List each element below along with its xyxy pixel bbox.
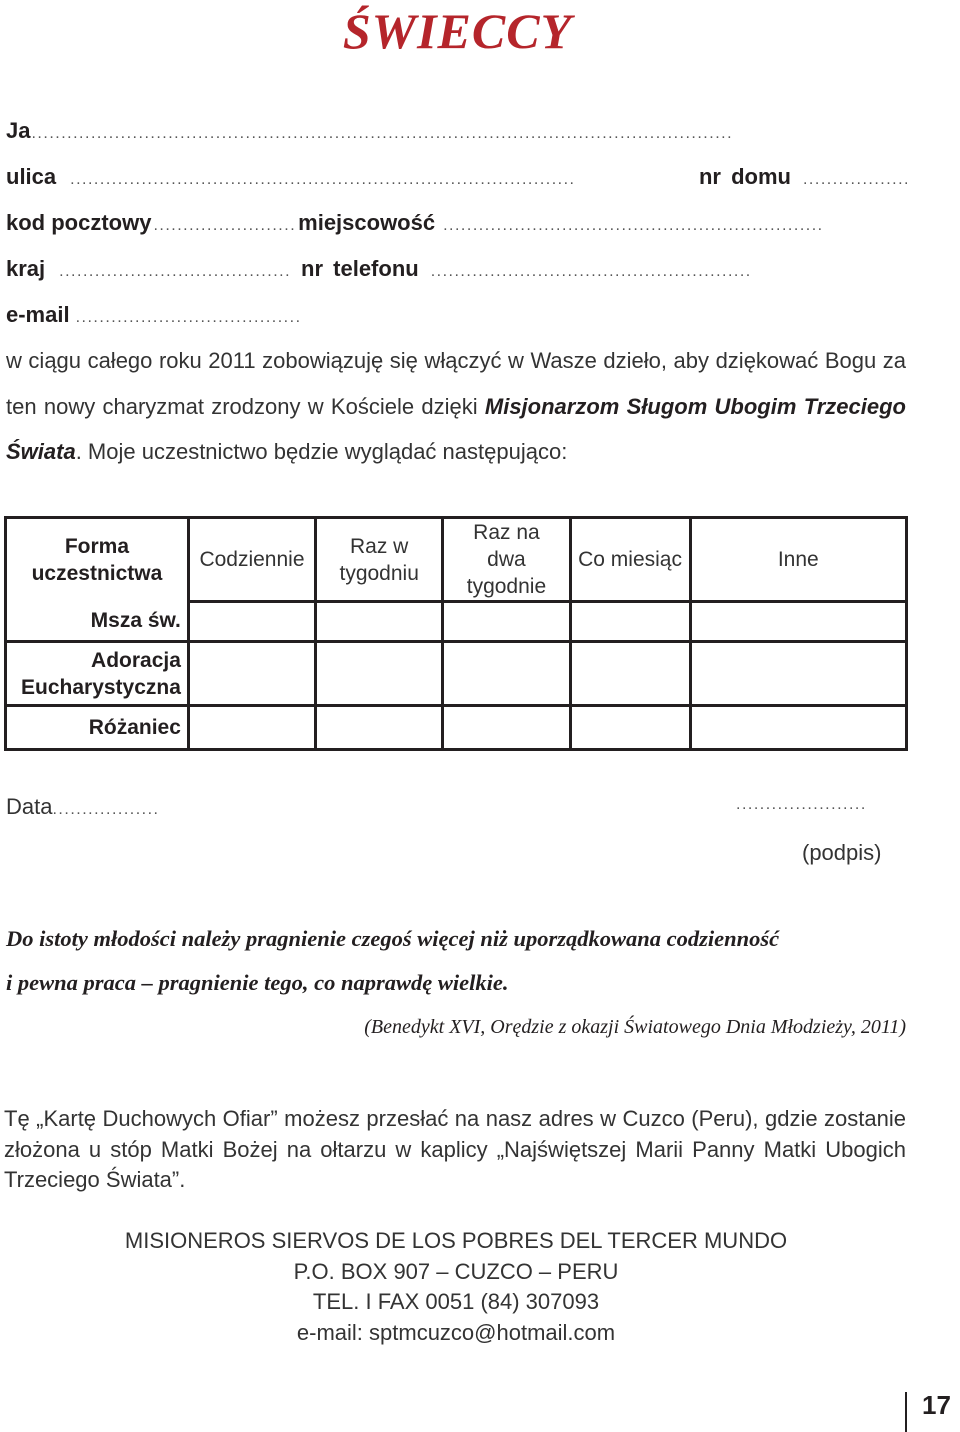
email-dots: ...................................... — [75, 309, 302, 326]
name-label: Ja — [6, 118, 31, 143]
quote-source: (Benedykt XVI, Orędzie z okazji Światowego Dnia Młodzieży, 2011) — [364, 1016, 906, 1038]
table-row — [6, 602, 907, 642]
cell-mass-weekly[interactable] — [316, 602, 443, 642]
street-label: ulica — [6, 164, 57, 189]
header-monthly: Co miesiąc — [570, 518, 690, 602]
cell-adoration-weekly[interactable] — [316, 642, 443, 706]
house-number-dots: .................. — [802, 171, 910, 188]
cell-adoration-monthly[interactable] — [570, 642, 690, 706]
date-field[interactable] — [6, 794, 160, 820]
cell-rosary-weekly[interactable] — [316, 706, 443, 750]
date-label: Data — [6, 794, 53, 819]
country-line[interactable] — [6, 256, 914, 286]
commitment-text-1: w ciągu całego roku 2011 zobowiązuję się włączyć w Wasze dzieło, aby dziękować Bogu za ten nowy charyzmat zrodzony w Kościele dzięki — [6, 348, 906, 419]
country-label: kraj — [6, 256, 46, 281]
street-dots: ..................................................................................... — [70, 171, 576, 188]
address-line-1: MISIONEROS SIERVOS DE LOS POBRES DEL TERCER MUNDO — [124, 1228, 788, 1253]
quote-line-2: i pewna praca – pragnienie tego, co naprawdę wielkie. — [6, 970, 509, 995]
header-biweekly: Raz na dwa tygodnie — [443, 518, 570, 602]
cell-rosary-biweekly[interactable] — [443, 706, 570, 750]
table-row — [6, 706, 907, 750]
header-daily: Codziennie — [188, 518, 315, 602]
cell-adoration-daily[interactable] — [188, 642, 315, 706]
row-label-adoration: Adoracja Eucharystyczna — [6, 642, 189, 706]
commitment-text-2: . Moje uczestnictwo będzie wyglądać następująco: — [75, 439, 568, 464]
phone-label: nr telefonu — [301, 256, 419, 281]
name-dots: ...................................................................................................................... — [31, 125, 734, 142]
table-header-row — [6, 518, 907, 602]
postal-line[interactable] — [6, 210, 914, 240]
city-dots: ................................................................ — [443, 217, 824, 234]
address-line-3: TEL. I FAX 0051 (84) 307093 — [312, 1289, 600, 1314]
header-form: Forma uczestnictwa — [6, 518, 189, 602]
postal-code-label: kod pocztowy — [6, 210, 152, 235]
phone-dots: ...................................................... — [430, 263, 752, 280]
quote-line-1: Do istoty młodości należy pragnienie czegoś więcej niż uporządkowana codzienność — [6, 926, 780, 951]
cell-mass-biweekly[interactable] — [443, 602, 570, 642]
cell-rosary-daily[interactable] — [188, 706, 315, 750]
cell-adoration-other[interactable] — [690, 642, 906, 706]
postal-code-dots: ........................ — [153, 217, 297, 234]
page-title: ŚWIECCY — [342, 3, 573, 59]
cell-mass-other[interactable] — [690, 602, 906, 642]
address-line-4: e-mail: sptmcuzco@hotmail.com — [296, 1319, 616, 1345]
address-line-2: P.O. BOX 907 – CUZCO – PERU — [293, 1258, 619, 1284]
city-label: miejscowość — [298, 210, 436, 235]
table-row — [6, 642, 907, 706]
street-line[interactable] — [6, 164, 914, 194]
row-label-rosary: Różaniec — [6, 706, 189, 750]
commitment-emphasis: Misjonarzom Sługom Ubogim Trzeciego Świata — [6, 393, 906, 464]
page-number: 17 — [922, 1390, 951, 1420]
header-other: Inne — [690, 518, 906, 602]
cell-rosary-other[interactable] — [690, 706, 906, 750]
email-line[interactable] — [6, 302, 914, 332]
row-label-mass: Msza św. — [6, 602, 189, 642]
header-weekly: Raz w tygodniu — [316, 518, 443, 602]
country-dots: ....................................... — [59, 263, 292, 280]
cell-rosary-monthly[interactable] — [570, 706, 690, 750]
signature-dots[interactable]: ...................... — [736, 796, 867, 813]
house-number-label: nr domu — [698, 164, 791, 189]
date-dots: .................. — [52, 801, 160, 818]
name-line[interactable] — [6, 118, 914, 148]
commitment-paragraph — [6, 338, 906, 475]
cell-adoration-biweekly[interactable] — [443, 642, 570, 706]
page-number-divider — [905, 1392, 907, 1432]
email-label: e-mail — [6, 302, 70, 327]
participation-table — [4, 516, 908, 751]
signature-label: (podpis) — [802, 840, 882, 865]
address-block — [0, 1226, 912, 1348]
cell-mass-monthly[interactable] — [570, 602, 690, 642]
cell-mass-daily[interactable] — [188, 602, 315, 642]
info-paragraph: Tę „Kartę Duchowych Ofiar” możesz przesłać na nasz adres w Cuzco (Peru), gdzie zostanie złożona u stóp Matki Bożej na ołtarzu w kaplicy „Najświętszej Marii Panny Matki Ubogich Trzeciego Świata”. — [4, 1106, 906, 1192]
